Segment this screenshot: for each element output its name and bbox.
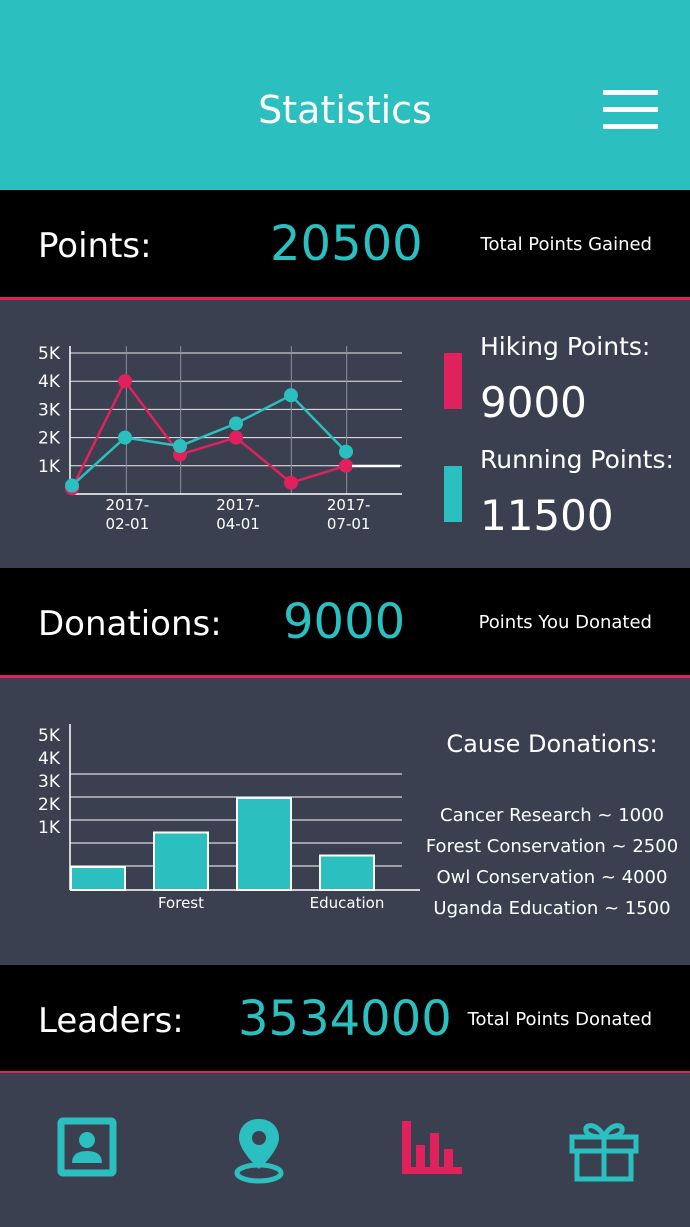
x-tick-label: 2017- xyxy=(216,496,260,514)
data-point xyxy=(229,431,243,445)
leaders-label: Leaders: xyxy=(38,1001,184,1041)
data-point xyxy=(173,439,187,453)
donations-summary xyxy=(0,568,690,675)
data-point xyxy=(339,445,353,459)
points-value: 20500 xyxy=(270,216,423,272)
data-point xyxy=(229,417,243,431)
bar-chart-icon xyxy=(392,1113,472,1193)
y-tick-label: 3K xyxy=(38,772,60,792)
x-tick-label: Forest xyxy=(157,894,205,912)
data-point xyxy=(118,374,132,388)
leaders-summary xyxy=(0,965,690,1071)
y-tick-label: 2K xyxy=(38,795,60,815)
nav-rewards[interactable] xyxy=(564,1113,644,1193)
y-tick-label: 1K xyxy=(38,818,60,838)
hiking-legend-value: 9000 xyxy=(480,378,587,427)
profile-icon xyxy=(47,1113,127,1193)
running-legend-value: 11500 xyxy=(480,491,614,540)
data-point xyxy=(118,431,132,445)
bar xyxy=(237,798,291,890)
donations-label: Donations: xyxy=(38,604,222,644)
location-pin-icon xyxy=(219,1113,299,1193)
cause-donations-title: Cause Donations: xyxy=(446,730,658,758)
cause-item: Cancer Research ~ 1000 xyxy=(440,805,664,826)
x-tick-label: Education xyxy=(309,894,385,912)
leaders-caption: Total Points Donated xyxy=(467,1009,652,1030)
nav-statistics[interactable] xyxy=(392,1113,472,1193)
points-label: Points: xyxy=(38,226,152,266)
x-tick-label: 2017- xyxy=(326,496,371,514)
data-point xyxy=(65,479,79,493)
running-legend-title: Running Points: xyxy=(480,445,674,474)
leaders-value: 3534000 xyxy=(238,991,452,1047)
y-tick-label: 3K xyxy=(38,400,60,421)
cause-donations-list xyxy=(418,800,686,924)
y-tick-label: 5K xyxy=(38,344,60,364)
cause-item: Uganda Education ~ 1500 xyxy=(433,898,671,919)
page-title: Statistics xyxy=(258,88,432,132)
points-chart-panel xyxy=(0,300,690,568)
x-tick-label: 2017- xyxy=(105,496,150,514)
data-point xyxy=(284,476,298,490)
y-tick-label: 2K xyxy=(38,428,60,449)
donations-bar-chart xyxy=(0,678,420,938)
cause-item: Forest Conservation ~ 2500 xyxy=(425,836,679,857)
y-tick-label: 4K xyxy=(38,749,60,769)
data-point xyxy=(339,459,353,473)
hiking-legend-title: Hiking Points: xyxy=(480,332,651,361)
hiking-legend-swatch xyxy=(444,353,462,409)
cause-item: Owl Conservation ~ 4000 xyxy=(436,867,668,888)
y-tick-label: 5K xyxy=(38,726,60,746)
header xyxy=(0,0,690,190)
nav-profile[interactable] xyxy=(47,1113,127,1193)
donations-caption: Points You Donated xyxy=(478,612,652,633)
x-tick-label: 07-01 xyxy=(326,515,371,533)
bar xyxy=(154,833,208,891)
points-summary xyxy=(0,190,690,297)
x-tick-label: 04-01 xyxy=(216,515,260,533)
donations-value: 9000 xyxy=(283,594,406,650)
running-legend-swatch xyxy=(444,466,462,522)
x-tick-label: 02-01 xyxy=(105,515,150,533)
series-line-running-points xyxy=(72,395,346,485)
y-tick-label: 1K xyxy=(38,456,60,477)
bar xyxy=(320,856,374,891)
bottom-navigation xyxy=(0,1073,690,1227)
hamburger-menu-icon[interactable] xyxy=(600,90,660,130)
points-line-chart xyxy=(0,300,420,560)
data-point xyxy=(284,388,298,402)
nav-map[interactable] xyxy=(219,1113,299,1193)
bar xyxy=(71,867,125,890)
points-caption: Total Points Gained xyxy=(480,234,652,255)
gift-icon xyxy=(564,1113,644,1193)
y-tick-label: 4K xyxy=(38,372,60,393)
